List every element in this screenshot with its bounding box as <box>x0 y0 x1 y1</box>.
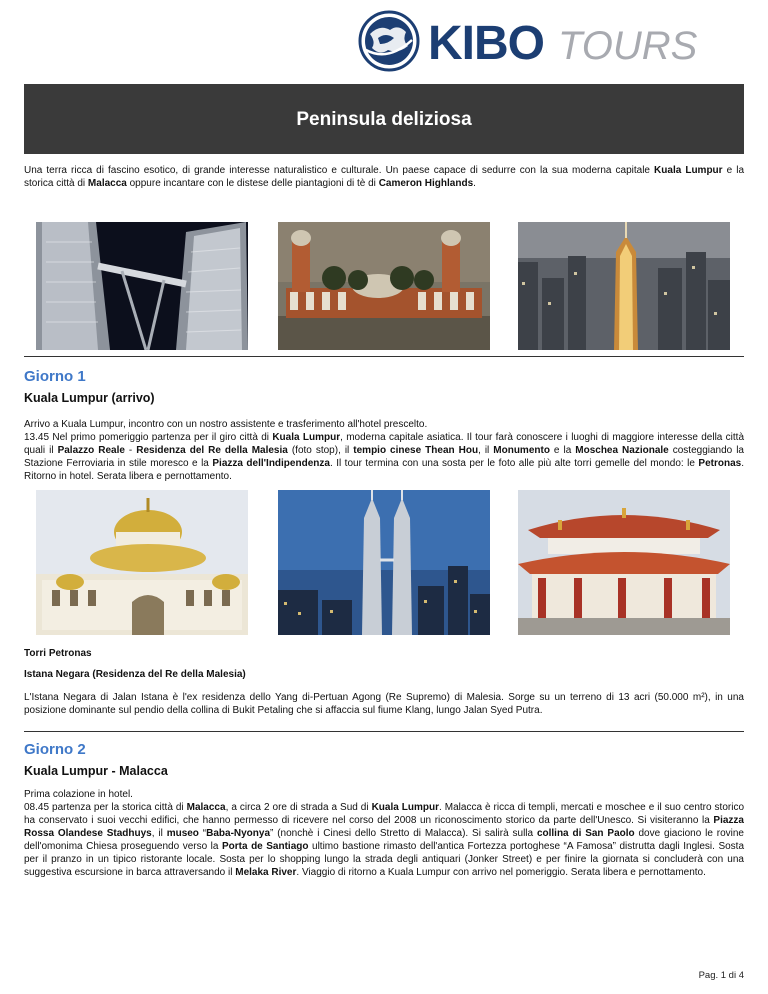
istana-negara-palace-photo <box>36 490 248 635</box>
kuala-lumpur-tower-night-photo <box>518 222 730 350</box>
sultan-abdul-samad-building-photo <box>278 222 490 350</box>
intro-paragraph: Una terra ricca di fascino esotico, di grande interesse naturalistico e culturale. Un paese capace di sedurre con la sua moderna capitale Kuala Lumpur e la storica città di Malacca oppure incantare con le distese delle piantagioni di tè di Cameron Highlands. <box>24 165 745 189</box>
section-divider <box>24 731 744 732</box>
page-title: Peninsula deliziosa <box>24 84 744 154</box>
day-1-subtitle: Kuala Lumpur (arrivo) <box>24 391 155 405</box>
globe-icon <box>358 10 420 72</box>
petronas-towers-dusk-photo <box>278 490 490 635</box>
brand-name-bold: KIBO <box>428 17 544 70</box>
section-divider <box>24 356 744 357</box>
istana-negara-description: L'Istana Negara di Jalan Istana è l'ex residenza dello Yang di-Pertuan Agong (Re Supremo) di Malesia. Sorge su un terreno di 13 acri (50.000 m²), in una posizione dominante sul pendio della collina di Bukit Petaling che si affaccia sul fiume Klang, lungo Jalan Syed Putra. <box>24 692 744 716</box>
day-1-heading: Giorno 1 <box>24 368 86 385</box>
day-2-paragraphs: Prima colazione in hotel. 08.45 partenza per la storica città di Malacca, a circa 2 ore di strada a Sud di Kuala Lumpur. Malacca è ricca di templi, mercati e moschee e il suo centro storico ha conservato i suoi vecchi edifici, che hanno permesso di ricevere nel corso del 2008 un riconoscimento storico da parte dell'Unesco. Si visiteranno la Piazza Rossa Olandese Stadhuys, il museo “Baba-Nyonya” (nonchè i Cinesi dello Stretto di Malacca). Si salirà sulla collina di San Paolo dove giaciono le rovine dell'omonima Chiesa proseguendo verso la Porta de Santiago ultimo bastione rimasto dell'antica Fortezza portoghese “A Famosa” distrutta dagli Inglesi. Sosta per il pranzo in un tipico ristorante locale. Sosta per lo shopping lungo la strada degli antiquari (Jonker Street) e per finire la giornata si concluderà con una suggestiva escursione in barca attraversando il Melaka River. Viaggio di ritorno a Kuala Lumpur con arrivo nel pomeriggio. Serata libera e pernottamento. <box>24 789 745 878</box>
day-1-paragraphs: Arrivo a Kuala Lumpur, incontro con un nostro assistente e trasferimento all'hotel prescelto. 13.45 Nel primo pomeriggio partenza per il giro città di Kuala Lumpur, moderna capitale asiatica. Il tour farà conoscere i luoghi di maggiore interesse della città quali il Palazzo Reale - Residenza del Re della Malesia (foto stop), il tempio cinese Thean Hou, il Monumento e la Moschea Nazionale costeggiando la Stazione Ferroviaria in stile moresco e la Piazza dell'Indipendenza. Il tour termina con una sosta per le foto alle più alte torri gemelle del mondo: le Petronas. Ritorno in hotel. Serata libera e pernottamento. <box>24 419 745 482</box>
brand-name-light: TOURS <box>558 24 698 68</box>
day-2-heading: Giorno 2 <box>24 741 86 758</box>
petronas-towers-night-photo <box>36 222 248 350</box>
kibo-tours-logo <box>358 10 698 76</box>
thean-hou-temple-photo <box>518 490 730 635</box>
caption-petronas: Torri Petronas <box>24 648 92 659</box>
day-2-subtitle: Kuala Lumpur - Malacca <box>24 764 168 778</box>
caption-istana-negara: Istana Negara (Residenza del Re della Malesia) <box>24 669 246 680</box>
page-number: Pag. 1 di 4 <box>698 970 744 981</box>
